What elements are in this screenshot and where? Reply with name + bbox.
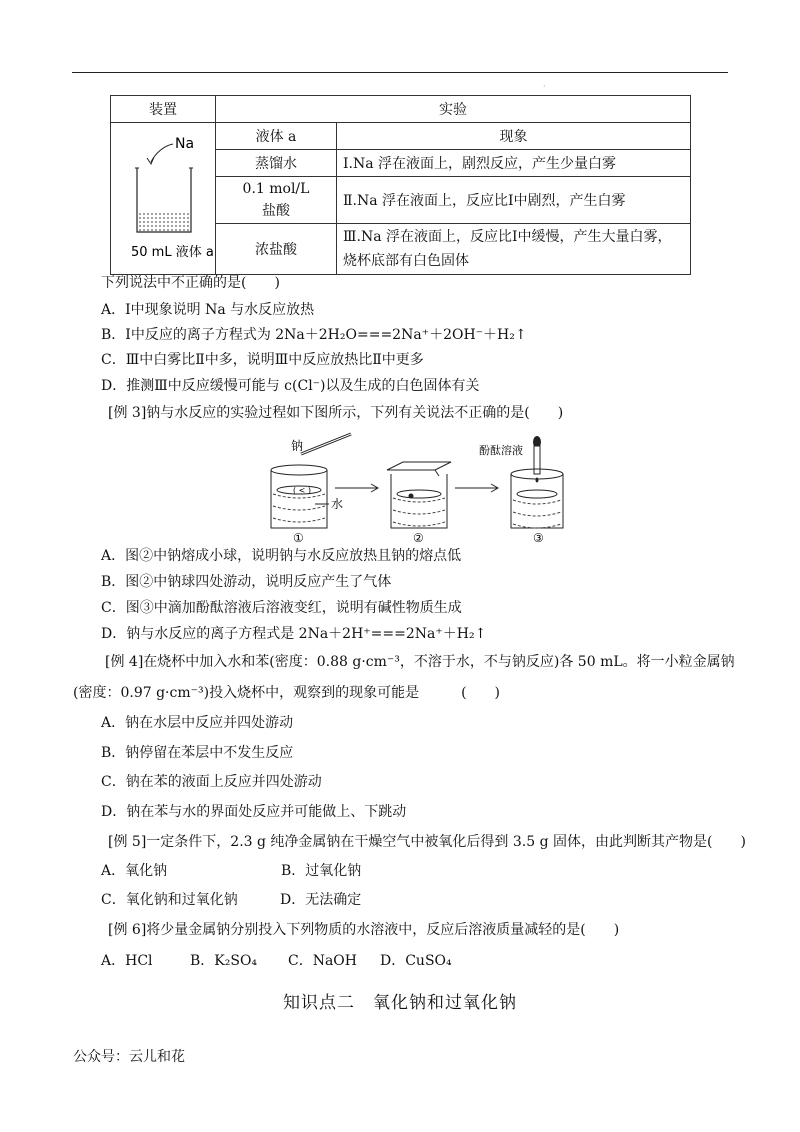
svg-text:( < ): ( < ) — [293, 486, 312, 495]
ex3-figure — [265, 432, 565, 544]
ex3-option-b: B．图②中钠球四处游动，说明反应产生了气体 — [101, 574, 392, 590]
row3-phenomenon — [337, 224, 691, 275]
ex3-stem: [例 3]钠与水反应的实验过程如下图所示，下列有关说法不正确的是( ) — [108, 405, 564, 421]
fig-phenol-label: 酚酞溶液 — [479, 444, 523, 457]
q2-option-c: C．Ⅲ中白雾比Ⅱ中多，说明Ⅲ中反应放热比Ⅱ中更多 — [101, 352, 424, 368]
fig-label-2: ② — [413, 531, 424, 544]
subheader-liquid: 液体 a — [216, 123, 337, 150]
ex6-option-d: D．CuSO₄ — [380, 953, 452, 969]
na-label: Na — [175, 135, 195, 152]
ex4-option-a: A．钠在水层中反应并四处游动 — [101, 715, 294, 731]
beaker-caption: 50 mL 液体 a — [131, 244, 214, 260]
header-dot: · — [543, 82, 546, 91]
row3-phenomenon-line2: 烧杯底部有白色固体 — [343, 253, 469, 269]
q2-option-a: A．Ⅰ中现象说明 Na 与水反应放热 — [101, 302, 315, 318]
ex4-stem-line1: [例 4]在烧杯中加入水和苯(密度：0.88 g·cm⁻³，不溶于水，不与钠反应)各 50 mL。将一小粒金属钠 — [105, 654, 735, 670]
fig-label-1: ① — [293, 531, 304, 544]
row2-liquid-line1: 0.1 mol/L — [242, 181, 310, 197]
row2-phenomenon: Ⅱ.Na 浮在液面上，反应比Ⅰ中剧烈，产生白雾 — [337, 177, 691, 224]
ex4-option-b: B．钠停留在苯层中不发生反应 — [101, 745, 294, 761]
apparatus-cell — [111, 123, 216, 275]
footer-account: 公众号：云儿和花 — [73, 1049, 185, 1065]
ex5-option-d: D．无法确定 — [280, 892, 362, 908]
ex4-stem-line2: (密度：0.97 g·cm⁻³)投入烧杯中，观察到的现象可能是 ( ) — [73, 685, 500, 701]
fig-water-label: 水 — [331, 497, 344, 511]
ex5-stem: [例 5]一定条件下，2.3 g 纯净金属钠在干燥空气中被氧化后得到 3.5 g 固体，由此判断其产物是( ) — [108, 834, 746, 850]
row2-liquid-line2: 盐酸 — [262, 203, 290, 219]
section-title: 知识点二 氧化钠和过氧化钠 — [283, 993, 517, 1013]
row1-phenomenon: Ⅰ.Na 浮在液面上，剧烈反应，产生少量白雾 — [337, 150, 691, 177]
row3-liquid: 浓盐酸 — [216, 224, 337, 275]
row1-liquid: 蒸馏水 — [216, 150, 337, 177]
row3-phenomenon-line1: Ⅲ.Na 浮在液面上，反应比Ⅰ中缓慢，产生大量白雾， — [343, 229, 672, 245]
ex3-option-a: A．图②中钠熔成小球，说明钠与水反应放热且钠的熔点低 — [101, 548, 462, 564]
ex6-option-b: B．K₂SO₄ — [190, 953, 258, 969]
ex6-stem: [例 6]将少量金属钠分别投入下列物质的水溶液中，反应后溶液质量减轻的是( ) — [108, 922, 620, 938]
fig-na-label: 钠 — [291, 439, 304, 453]
header-experiment: 实验 — [216, 96, 691, 123]
ex3-option-c: C．图③中滴加酚酞溶液后溶液变红，说明有碱性物质生成 — [101, 600, 462, 616]
ex4-option-c: C．钠在苯的液面上反应并四处游动 — [101, 774, 322, 790]
ex3-option-d: D．钠与水反应的离子方程式是 2Na＋2H⁺===2Na⁺＋H₂↑ — [101, 626, 487, 642]
ex5-option-c: C．氧化钠和过氧化钠 — [101, 892, 238, 908]
q2-stem: 下列说法中不正确的是( ) — [101, 275, 280, 291]
q2-option-b: B．Ⅰ中反应的离子方程式为 2Na＋2H₂O===2Na⁺＋2OH⁻＋H₂↑ — [101, 327, 527, 343]
q2-option-d: D．推测Ⅲ中反应缓慢可能与 c(Cl⁻)以及生成的白色固体有关 — [101, 378, 480, 394]
row2-liquid — [216, 177, 337, 224]
ex5-option-a: A．氧化钠 — [101, 863, 168, 879]
ex6-option-c: C．NaOH — [288, 953, 357, 969]
header-apparatus: 装置 — [111, 96, 216, 123]
top-rule — [72, 72, 728, 73]
beaker-figure — [111, 124, 215, 274]
experiment-table — [110, 95, 691, 275]
ex5-option-b: B．过氧化钠 — [281, 863, 362, 879]
ex4-option-d: D．钠在苯与水的界面处反应并可能做上、下跳动 — [101, 804, 407, 820]
ex6-option-a: A．HCl — [101, 953, 153, 969]
subheader-phenomenon: 现象 — [337, 123, 691, 150]
fig-label-3: ③ — [533, 531, 544, 544]
